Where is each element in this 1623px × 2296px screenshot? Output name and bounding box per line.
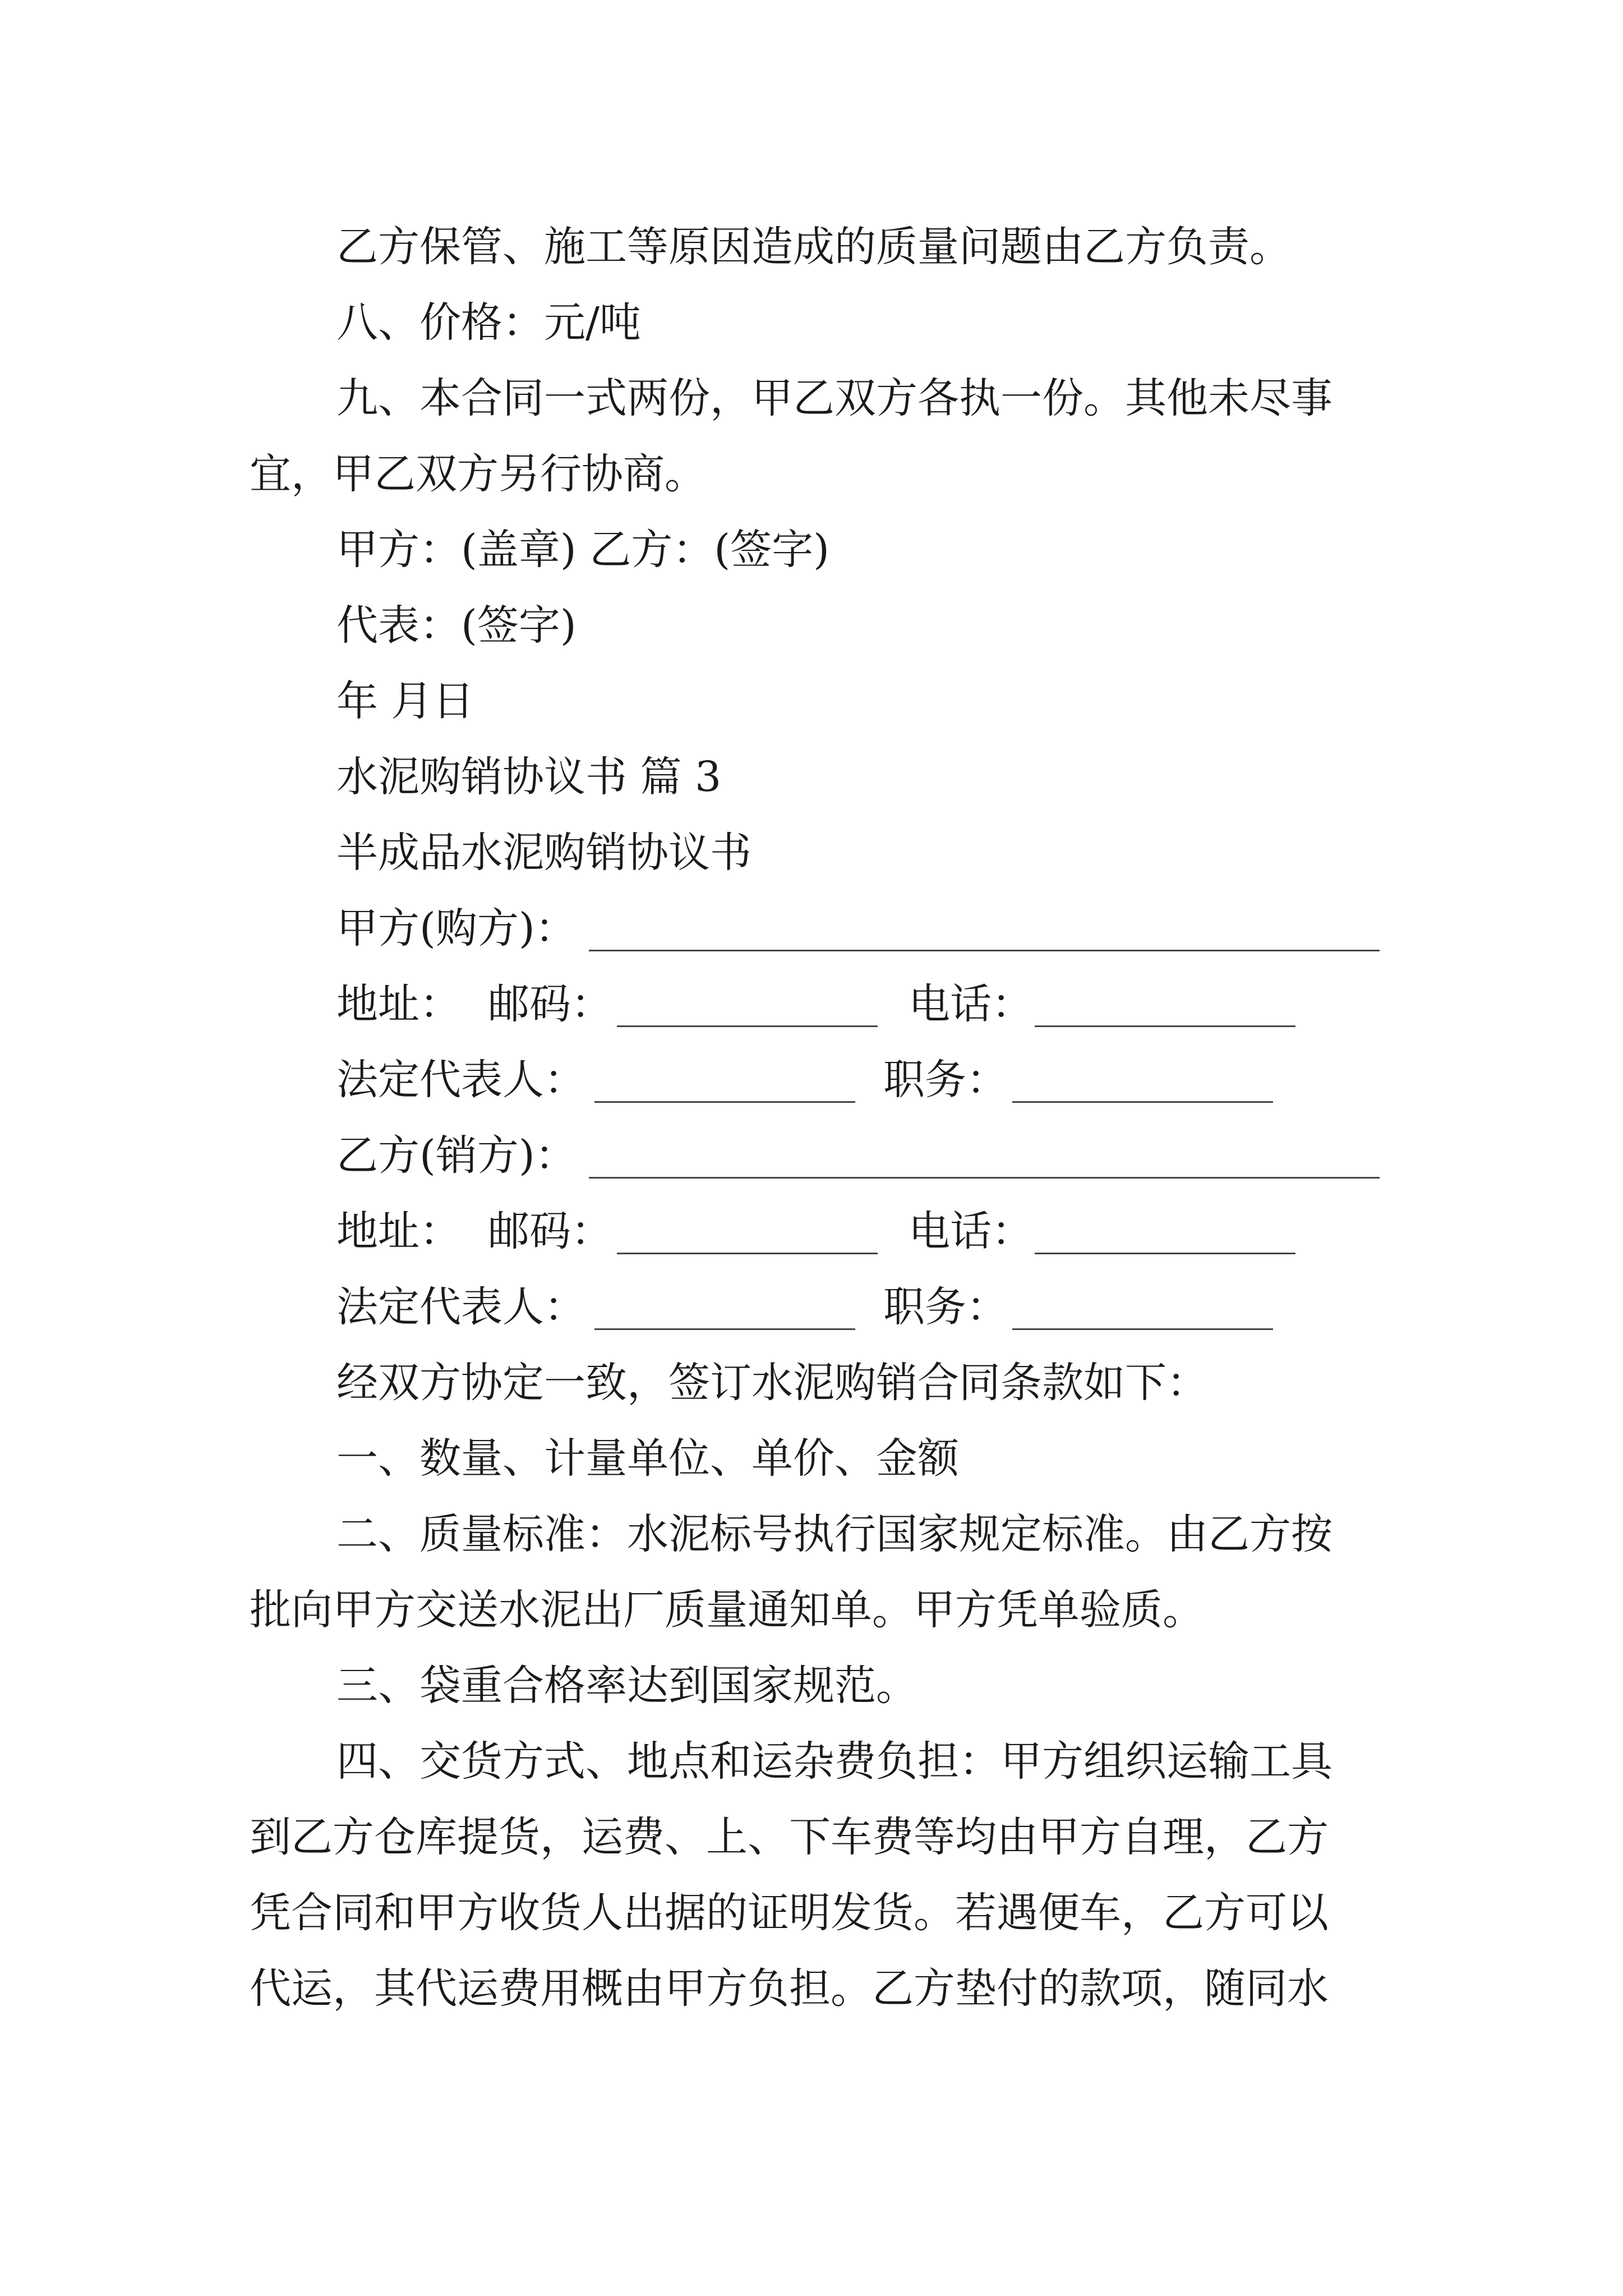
party-a-legal-rep-row: 法定代表人： 职务： xyxy=(0,1046,1623,1114)
agreement-title: 半成品水泥购销协议书 xyxy=(336,829,751,877)
clause-four-line-3: 凭合同和甲方收货人出据的证明发货。若遇便车，乙方可以 xyxy=(250,1889,1329,1937)
party-b-address-row: 地址： 邮码： 电话： xyxy=(0,1198,1623,1265)
clause-nine-line-1: 九、本合同一式两份，甲乙双方各执一份。其他未尽事 xyxy=(336,374,1332,422)
phone-blank xyxy=(1035,1253,1295,1254)
position-blank xyxy=(1012,1101,1273,1103)
clause-seven-end: 乙方保管、施工等原因造成的质量问题由乙方负责。 xyxy=(336,223,1291,271)
clause-eight-price: 八、价格：元/吨 xyxy=(336,298,641,347)
section-heading: 水泥购销协议书 篇 3 xyxy=(336,753,722,801)
party-a-address-row: 地址： 邮码： 电话： xyxy=(0,970,1623,1038)
clause-four-line-4: 代运，其代运费用概由甲方负担。乙方垫付的款项，随同水 xyxy=(250,1964,1329,2013)
clause-four-line-1: 四、交货方式、地点和运杂费负担：甲方组织运输工具 xyxy=(336,1737,1332,1786)
phone-blank xyxy=(1035,1025,1295,1027)
date-line: 年 月日 xyxy=(336,677,474,725)
party-b-seller: 乙方(销方)： xyxy=(0,1122,1623,1189)
clause-two-line-2: 批向甲方交送水泥出厂质量通知单。甲方凭单验质。 xyxy=(250,1586,1204,1634)
position-blank xyxy=(1012,1328,1273,1330)
representative-line: 代表：(签字) xyxy=(336,601,577,650)
clause-three: 三、袋重合格率达到国家规范。 xyxy=(336,1662,917,1710)
clause-nine-line-2: 宜，甲乙双方另行协商。 xyxy=(250,450,706,498)
party-b-blank xyxy=(589,1177,1380,1179)
signature-line: 甲方：(盖章) 乙方：(签字) xyxy=(336,526,830,574)
legal-rep-blank xyxy=(594,1328,855,1330)
postcode-blank xyxy=(617,1253,878,1254)
clause-one: 一、数量、计量单位、单价、金额 xyxy=(336,1434,959,1483)
party-a-buyer: 甲方(购方)： xyxy=(0,895,1623,962)
clause-four-line-2: 到乙方仓库提货，运费、上、下车费等均由甲方自理，乙方 xyxy=(250,1813,1329,1861)
agreement-intro: 经双方协定一致，签订水泥购销合同条款如下： xyxy=(336,1359,1208,1407)
party-a-blank xyxy=(589,950,1380,951)
clause-two-line-1: 二、质量标准：水泥标号执行国家规定标准。由乙方按 xyxy=(336,1510,1332,1558)
legal-rep-blank xyxy=(594,1101,855,1103)
party-b-legal-rep-row: 法定代表人： 职务： xyxy=(0,1273,1623,1341)
postcode-blank xyxy=(617,1025,878,1027)
